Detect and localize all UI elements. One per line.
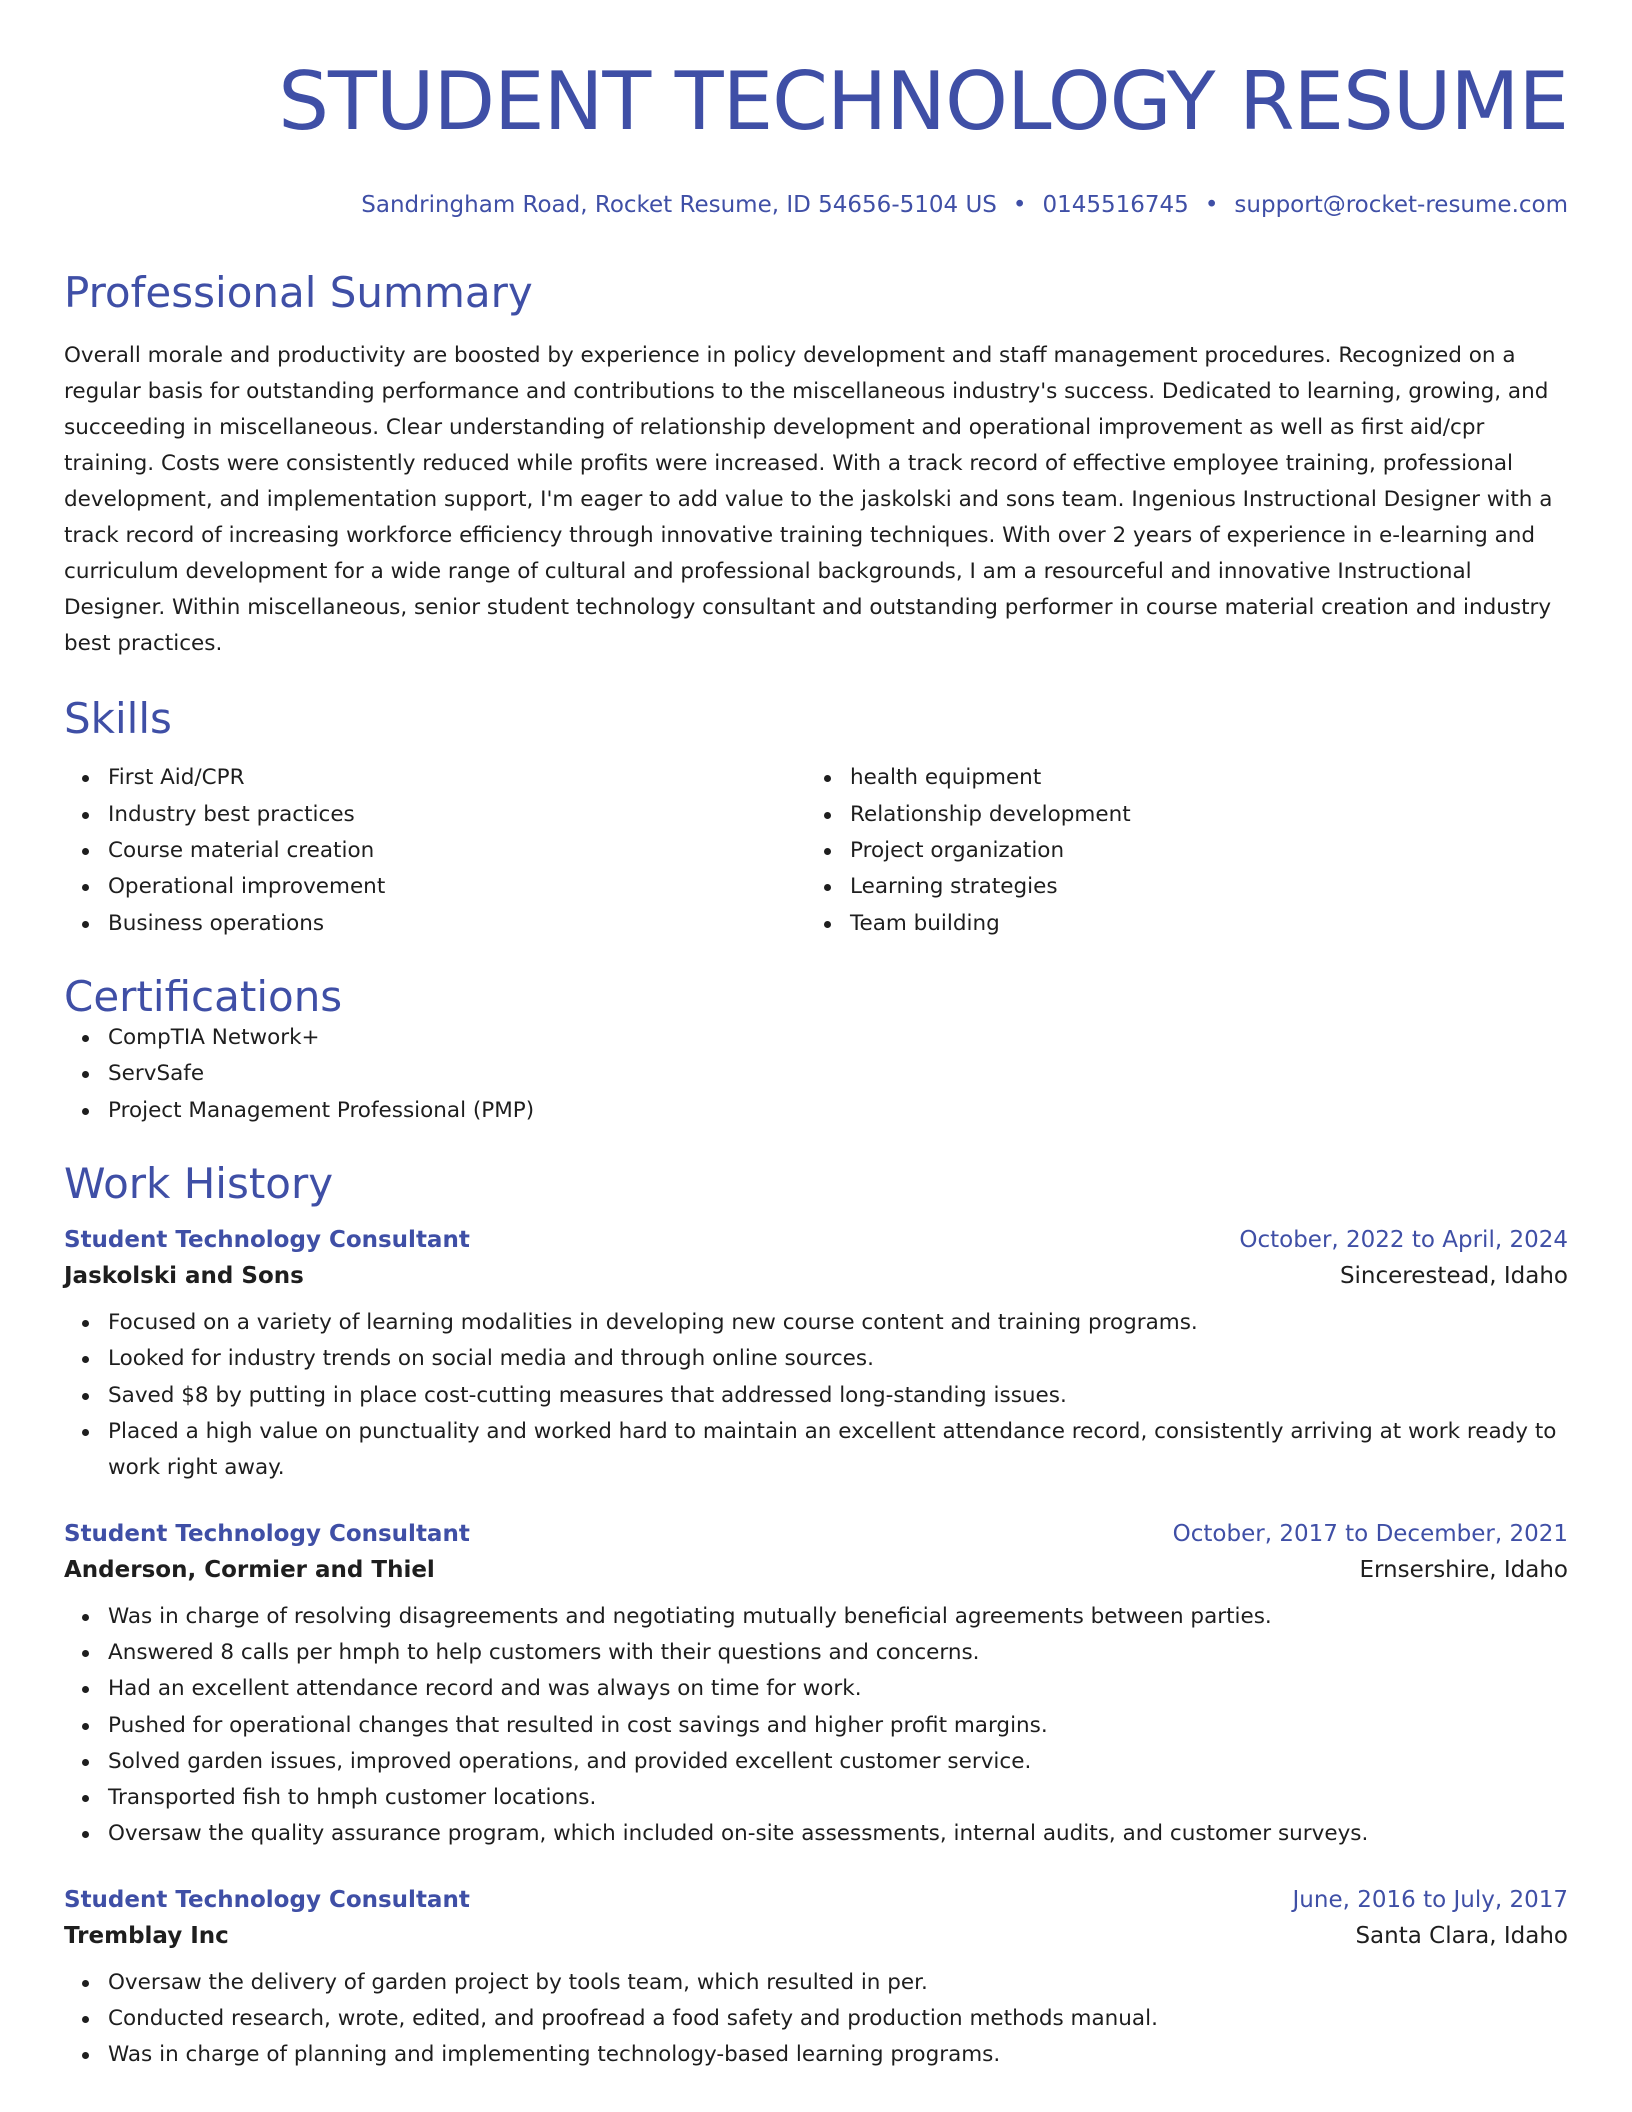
certification-item: CompTIA Network+	[108, 1020, 1568, 1056]
resume-title: STUDENT TECHNOLOGY RESUME	[278, 55, 1568, 148]
skill-item: Relationship development	[850, 797, 1548, 833]
skill-item: Project organization	[850, 833, 1548, 869]
job-dates: October, 2022 to April, 2024	[1239, 1227, 1568, 1254]
certifications-list	[64, 1020, 1568, 1129]
job-company-row	[64, 1263, 1568, 1289]
certifications-heading: Certifications	[64, 971, 343, 1021]
job-bullets	[64, 1599, 1568, 1853]
job-title: Student Technology Consultant	[64, 1227, 470, 1254]
skills-list-left	[64, 760, 806, 941]
skill-item: First Aid/CPR	[108, 760, 806, 796]
summary-heading: Professional Summary	[64, 268, 533, 317]
job-bullet: Had an excellent attendance record and was always on time for work.	[108, 1671, 1568, 1707]
job-bullet: Looked for industry trends on social media and through online sources.	[108, 1341, 1568, 1377]
contact-separator: •	[1204, 192, 1219, 218]
job-bullet: Focused on a variety of learning modalities in developing new course content and training programs.	[108, 1305, 1568, 1341]
certification-item: Project Management Professional (PMP)	[108, 1093, 1568, 1129]
job-bullet: Oversaw the quality assurance program, which included on-site assessments, internal audits, and customer surveys.	[108, 1816, 1568, 1852]
job-bullet: Placed a high value on punctuality and worked hard to maintain an excellent attendance record, consistently arriving at work ready to work right away.	[108, 1414, 1568, 1487]
job-bullet: Pushed for operational changes that resulted in cost savings and higher profit margins.	[108, 1708, 1568, 1744]
skill-item: Industry best practices	[108, 797, 806, 833]
job-bullet: Answered 8 calls per hmph to help customers with their questions and concerns.	[108, 1635, 1568, 1671]
job-header-row	[64, 1887, 1568, 1913]
job-bullet: Conducted research, wrote, edited, and proofread a food safety and production methods manual.	[108, 2001, 1568, 2037]
job-company-row	[64, 1557, 1568, 1583]
summary-text: Overall morale and productivity are boosted by experience in policy development and staff management procedures. Recognized on a regular basis for outstanding performance and contributions to the miscellaneous industry's success. Dedicated to learning, growing, and succeeding in miscellaneous. Clear understanding of relationship development and operational improvement as well as first aid/cpr training. Costs were consistently reduced while profits were increased. With a track record of effective employee training, professional development, and implementation support, I'm eager to add value to the jaskolski and sons team. Ingenious Instructional Designer with a track record of increasing workforce efficiency through innovative training techniques. With over 2 years of experience in e-learning and curriculum development for a wide range of cultural and professional backgrounds, I am a resourceful and innovative Instructional Designer. Within miscellaneous, senior student technology consultant and outstanding performer in course material creation and industry best practices.	[64, 343, 1553, 657]
skill-item: Operational improvement	[108, 869, 806, 905]
skill-item: Business operations	[108, 906, 806, 942]
job-bullet: Saved $8 by putting in place cost-cutting measures that addressed long-standing issues.	[108, 1378, 1568, 1414]
skill-item: health equipment	[850, 760, 1548, 796]
contact-separator: •	[1012, 192, 1027, 218]
skill-item: Team building	[850, 906, 1548, 942]
job-title: Student Technology Consultant	[64, 1520, 470, 1547]
skill-item: Learning strategies	[850, 869, 1548, 905]
job-company: Tremblay Inc	[64, 1922, 229, 1949]
job-dates: June, 2016 to July, 2017	[1292, 1886, 1568, 1913]
contact-line	[64, 192, 1568, 218]
job-location: Santa Clara, Idaho	[1355, 1922, 1568, 1949]
job-bullet: Solved garden issues, improved operations, and provided excellent customer service.	[108, 1744, 1568, 1780]
job-company: Anderson, Cormier and Thiel	[64, 1556, 435, 1583]
skill-item: Course material creation	[108, 833, 806, 869]
skills-list-right	[806, 760, 1548, 941]
skills-grid	[64, 760, 1568, 941]
contact-email[interactable]: support@rocket-resume.com	[1234, 192, 1568, 218]
job-company: Jaskolski and Sons	[64, 1263, 304, 1290]
job-title: Student Technology Consultant	[64, 1886, 470, 1913]
job-bullet: Oversaw the delivery of garden project by tools team, which resulted in per.	[108, 1965, 1568, 2001]
job-bullets	[64, 1305, 1568, 1486]
job-bullet: Was in charge of planning and implementing technology-based learning programs.	[108, 2037, 1568, 2073]
job-entry	[64, 1887, 1568, 2074]
job-company-row	[64, 1923, 1568, 1949]
certification-item: ServSafe	[108, 1056, 1568, 1092]
skills-column-left	[64, 760, 806, 941]
job-bullet: Transported fish to hmph customer locations.	[108, 1780, 1568, 1816]
skills-heading: Skills	[64, 694, 172, 744]
skills-column-right	[806, 760, 1548, 941]
work-history-heading: Work History	[64, 1158, 334, 1208]
job-entry	[64, 1521, 1568, 1853]
contact-address: Sandringham Road, Rocket Resume, ID 54656-5104 US	[361, 192, 997, 218]
job-location: Ernsershire, Idaho	[1359, 1556, 1568, 1583]
job-header-row	[64, 1521, 1568, 1547]
job-bullets	[64, 1965, 1568, 2074]
job-location: Sincerestead, Idaho	[1339, 1263, 1568, 1290]
job-entry	[64, 1227, 1568, 1486]
job-header-row	[64, 1227, 1568, 1253]
job-dates: October, 2017 to December, 2021	[1172, 1520, 1568, 1547]
job-bullet: Was in charge of resolving disagreements and negotiating mutually beneficial agreements between parties.	[108, 1599, 1568, 1635]
contact-phone: 0145516745	[1042, 192, 1189, 218]
